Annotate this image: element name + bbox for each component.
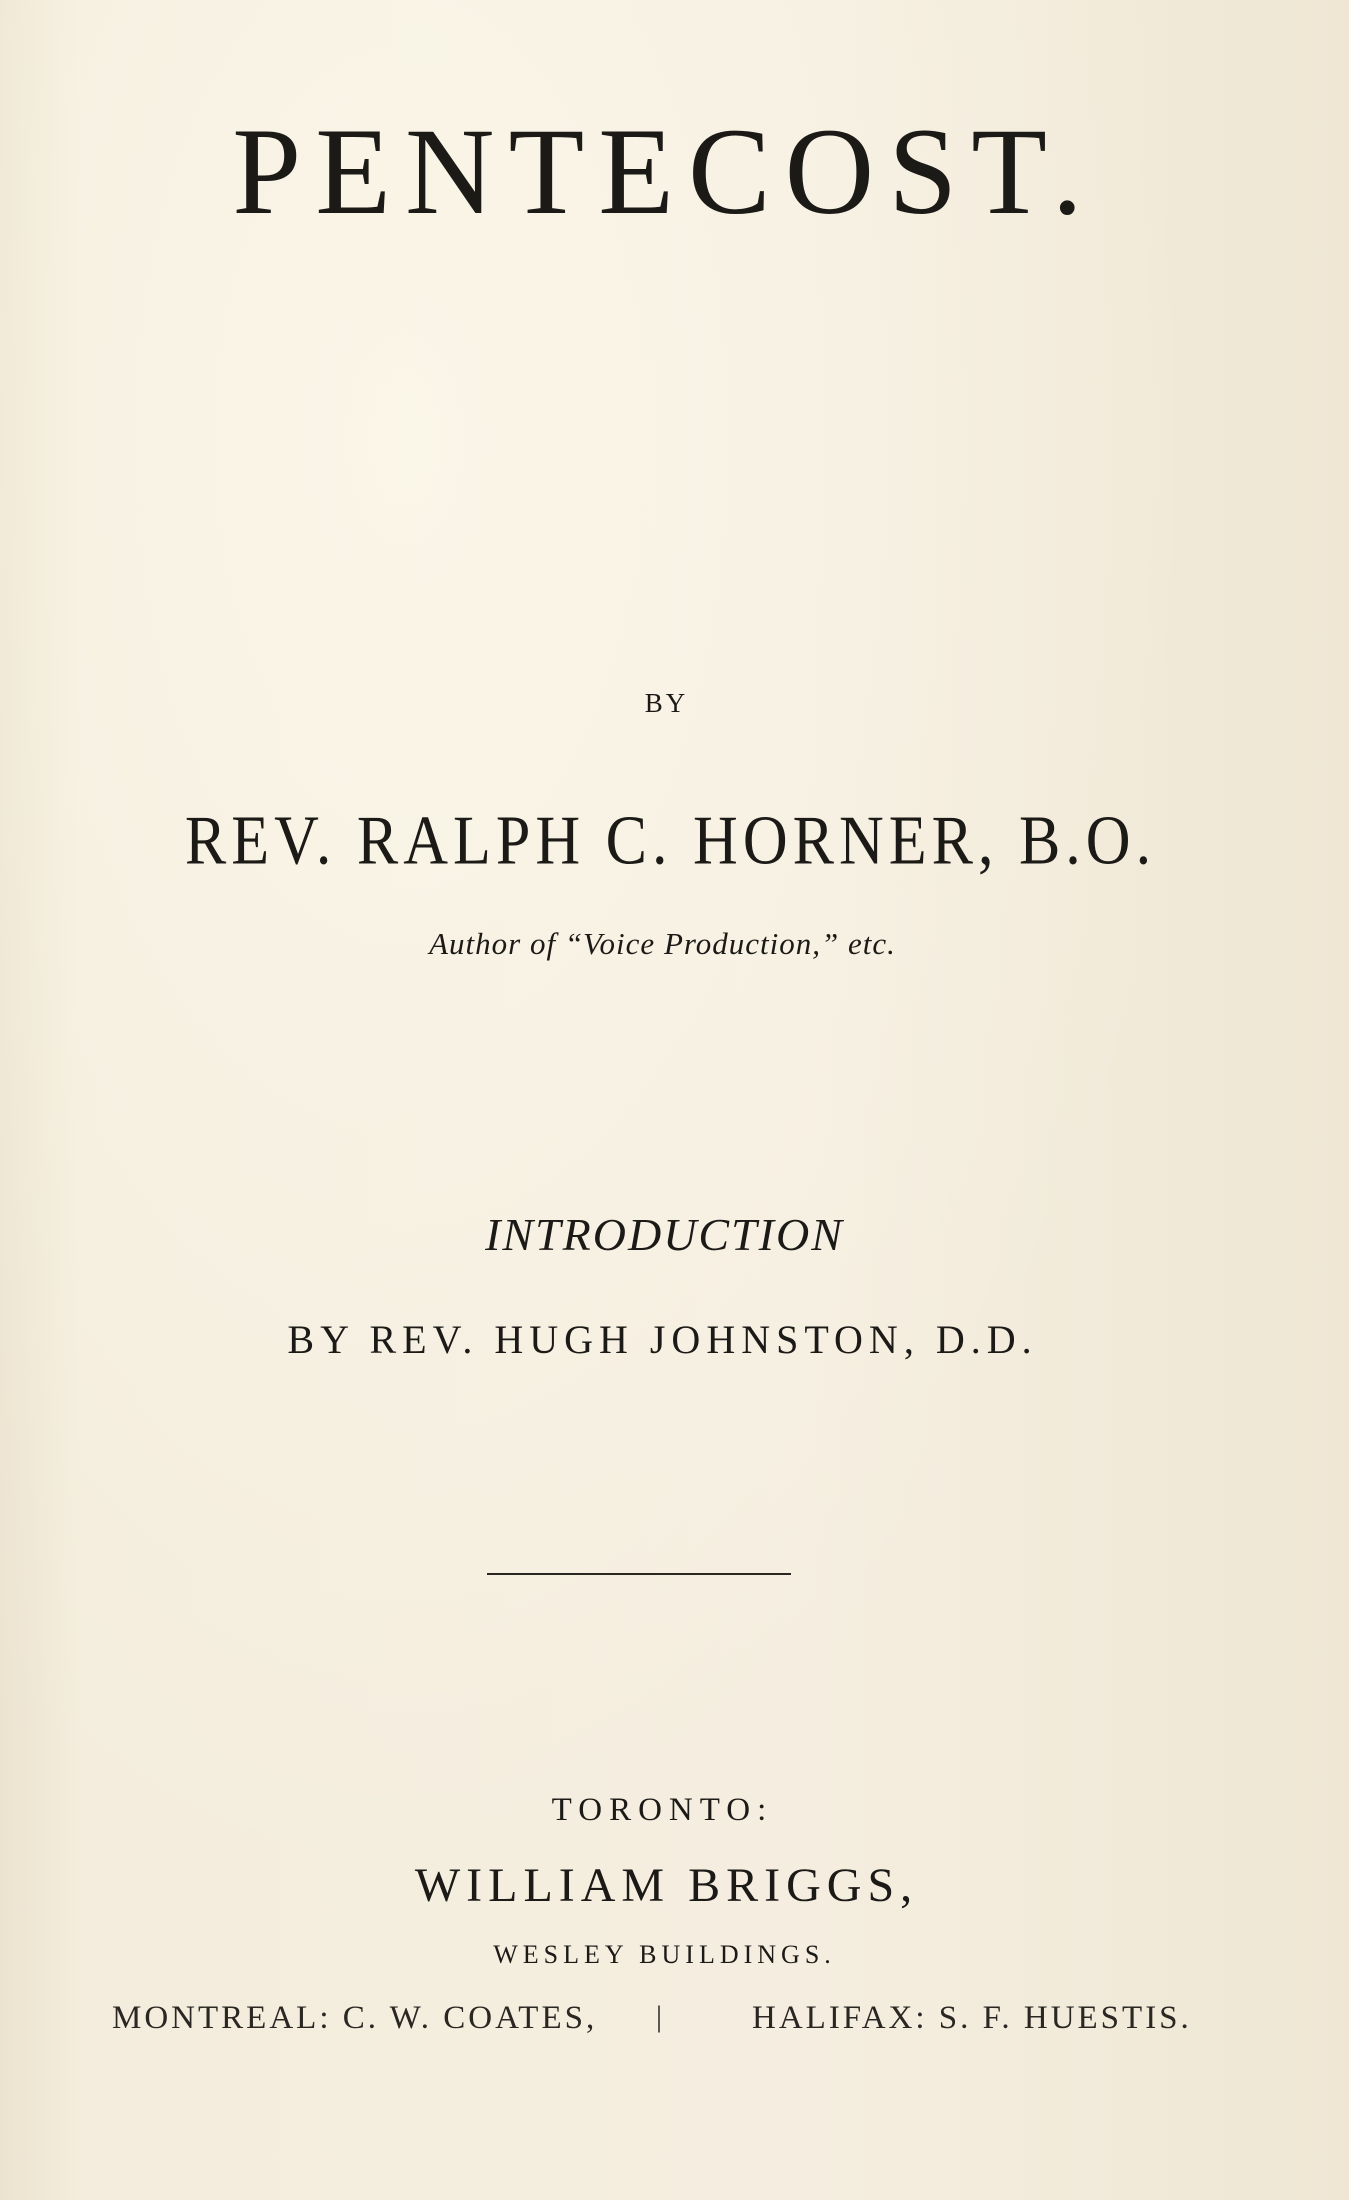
divider-rule (487, 1573, 791, 1575)
imprint-branch-montreal: MONTREAL: C. W. COATES, (112, 2000, 598, 2036)
book-title: PENTECOST. (232, 103, 1097, 240)
author-name: REV. RALPH C. HORNER, B.O. (184, 802, 1157, 880)
imprint-branch-halifax: HALIFAX: S. F. HUESTIS. (752, 2000, 1192, 2036)
introduction-author: BY REV. HUGH JOHNSTON, D.D. (287, 1317, 1038, 1362)
by-line: BY (644, 688, 689, 718)
imprint-publisher: WILLIAM BRIGGS, (414, 1859, 919, 1912)
introduction-heading: INTRODUCTION (485, 1209, 844, 1260)
author-note: Author of “Voice Production,” etc. (429, 926, 896, 961)
imprint-separator: | (656, 2000, 666, 2033)
imprint-city: TORONTO: (551, 1792, 774, 1828)
imprint-address: WESLEY BUILDINGS. (493, 1940, 836, 1969)
